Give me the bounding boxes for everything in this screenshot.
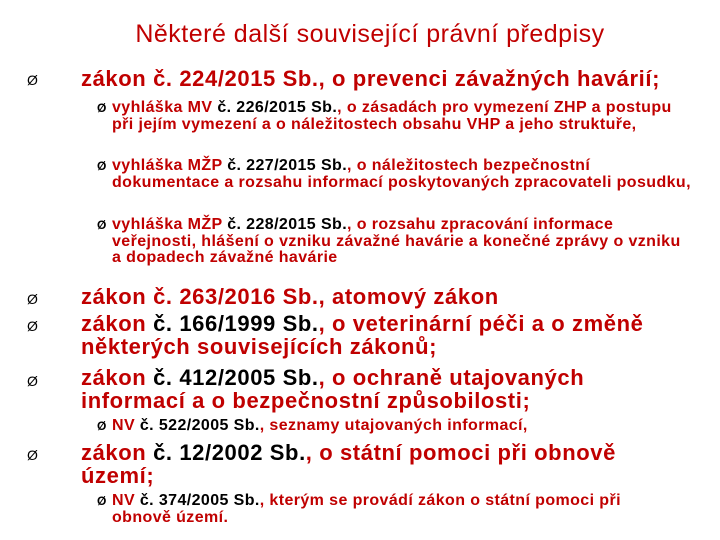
item-prefix: vyhláška MŽP (112, 157, 228, 174)
item-prefix: zákon (81, 311, 154, 336)
item-description: , seznamy utajovaných informací, (259, 417, 528, 434)
law-reference: č. 224/2015 Sb. (153, 66, 319, 91)
bullet-arrow-icon: Ø (97, 218, 107, 232)
item-prefix: vyhláška MŽP (112, 216, 228, 233)
list-item (97, 492, 632, 526)
item-prefix: NV (112, 492, 140, 509)
list-item (81, 366, 641, 412)
list-item (97, 157, 692, 191)
bullet-arrow-icon: Ø (27, 72, 38, 88)
item-description: , o prevenci závažných havárií; (318, 66, 661, 91)
bullet-arrow-icon: Ø (97, 494, 107, 508)
law-reference: č. 263/2016 Sb. (153, 284, 319, 309)
bullet-arrow-icon: Ø (97, 159, 107, 173)
list-item (81, 285, 711, 308)
item-prefix: zákon (81, 284, 154, 309)
bullet-arrow-icon: Ø (27, 291, 38, 307)
item-description: , o státní pomoci při obnově území; (81, 440, 616, 488)
bullet-arrow-icon: Ø (97, 101, 107, 115)
item-description: , atomový zákon (318, 284, 499, 309)
list-item (97, 417, 692, 435)
law-reference: č. 227/2015 Sb. (227, 157, 348, 174)
item-description: , o veterinární péči a o změně některých souvisejících zákonů; (81, 311, 644, 359)
law-reference: č. 522/2005 Sb. (139, 417, 260, 434)
list-item (97, 216, 692, 267)
item-prefix: zákon (81, 440, 154, 465)
item-description: , o náležitostech bezpečnostní dokumentace a rozsahu informací poskytovaných zpracovateli posudku, (112, 157, 691, 191)
item-description: , kterým se provádí zákon o státní pomoci při obnově území. (112, 492, 621, 526)
item-prefix: vyhláška MV (112, 99, 218, 116)
law-reference: č. 12/2002 Sb. (153, 440, 306, 465)
law-reference: č. 374/2005 Sb. (139, 492, 260, 509)
slide-title: Některé další související právní předpisy (135, 20, 605, 48)
bullet-arrow-icon: Ø (27, 318, 38, 334)
item-description: , o zásadách pro vymezení ZHP a postupu při jejím vymezení a o náležitostech obsahu VHP a jeho struktuře, (112, 99, 672, 133)
law-reference: č. 226/2015 Sb. (217, 99, 338, 116)
item-prefix: NV (112, 417, 140, 434)
law-reference: č. 166/1999 Sb. (153, 311, 319, 336)
list-item (81, 441, 661, 487)
item-description: , o ochraně utajovaných informací a o bezpečnostní způsobilosti; (81, 365, 585, 413)
item-prefix: zákon (81, 365, 154, 390)
bullet-arrow-icon: Ø (27, 373, 38, 389)
bullet-arrow-icon: Ø (97, 419, 107, 433)
item-prefix: zákon (81, 66, 154, 91)
item-description: , o rozsahu zpracování informace veřejnosti, hlášení o vzniku závažné havárie a konečné zprávy o vzniku a dopadech závažné havárie (112, 216, 681, 266)
list-item (81, 312, 681, 358)
law-reference: č. 228/2015 Sb. (227, 216, 348, 233)
list-item (97, 99, 692, 133)
list-item (81, 67, 711, 90)
law-reference: č. 412/2005 Sb. (153, 365, 319, 390)
bullet-arrow-icon: Ø (27, 447, 38, 463)
